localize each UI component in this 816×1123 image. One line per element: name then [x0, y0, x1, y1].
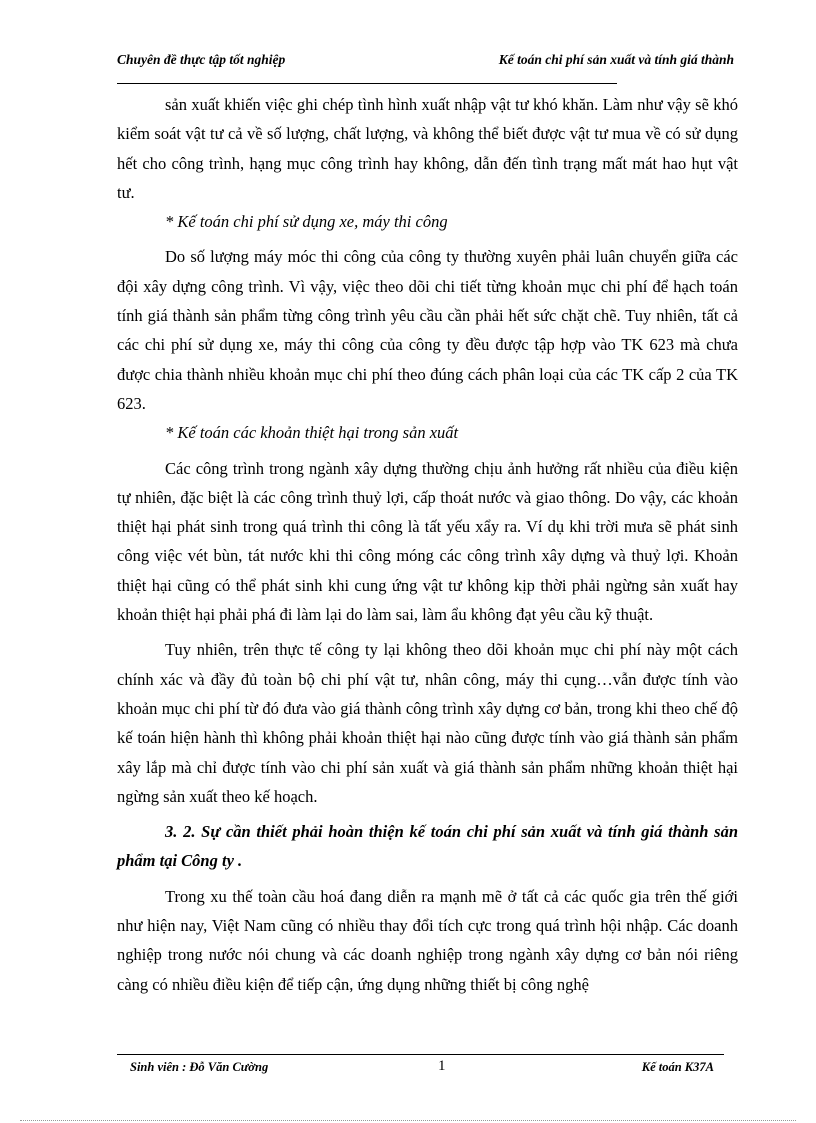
page-edge-divider [20, 1120, 796, 1121]
paragraph: Trong xu thế toàn cầu hoá đang diễn ra mạnh mẽ ở tất cả các quốc gia trên thế giới như hiện nay, Việt Nam cũng có nhiều thay đổi tích cực trong quá trình hội nhập. Các doanh nghiệp trong nước nói chung và các doanh nghiệp trong ngành xây dựng cơ bản nói riêng càng có nhiều điều kiện để tiếp cận, ứng dụng những thiết bị công nghệ [117, 886, 738, 994]
document-body [117, 90, 738, 999]
page-footer [130, 1058, 714, 1080]
paragraph: sản xuất khiến việc ghi chép tình hình xuất nhập vật tư khó khăn. Làm như vậy sẽ khó kiểm soát vật tư cả về số lượng, chất lượng, và không thể biết được vật tư mua về có sử dụng hết cho công trình, hạng mục công trình hay không, dẫn đến tình trạng mất mát hao hụt vật tư. [117, 95, 738, 202]
footer-student: Sinh viên : Đỗ Văn Cường [130, 1060, 269, 1074]
header-left-title: Chuyên đề thực tập tốt nghiệp [117, 52, 286, 67]
paragraph: Tuy nhiên, trên thực tế công ty lại không theo dõi khoản mục chi phí này một cách chính xác và đầy đủ toàn bộ chi phí vật tư, nhân công, máy thi cụng…vẫn được tính vào khoản mục chi phí từ đó đưa vào giá thành công trình xây dựng cơ bản, trong khi theo chế độ kế toán hiện hành thì không phải khoản thiệt hại nào cũng được tính vào giá thành sản phẩm xây lắp mà chỉ được tính vào chi phí sản xuất và giá thành sản phẩm những khoản thiệt hại ngừng sản xuất theo kế hoạch. [117, 640, 738, 806]
subsection-title: * Kế toán chi phí sử dụng xe, máy thi công [165, 212, 448, 232]
footer-rule [117, 1054, 724, 1055]
paragraph: Do số lượng máy móc thi công của công ty thường xuyên phải luân chuyển giữa các đội xây dựng công trình. Vì vậy, việc theo dõi chi tiết từng khoản mục chi phí để hạch toán tính giá thành sản phẩm từng công trình yêu cầu cần phải hết sức chặt chẽ. Tuy nhiên, tất cả các chi phí sử dụng xe, máy thi công của công ty đều được tập hợp vào TK 623 mà chưa được chia thành nhiều khoản mục chi phí theo đúng cách phân loại của các TK cấp 2 của TK 623. [117, 247, 738, 413]
page-number: 1 [438, 1058, 446, 1074]
footer-class: Kế toán K37A [641, 1060, 714, 1074]
page-header [117, 52, 734, 72]
subsection-title: * Kế toán các khoản thiệt hại trong sản xuất [165, 423, 459, 443]
header-right-title: Kế toán chi phí sản xuất và tính giá thành [498, 52, 734, 67]
section-heading: 3. 2. Sự cần thiết phải hoàn thiện kế toán chi phí sản xuất và tính giá thành sản phẩm tại Công ty . [117, 822, 738, 871]
header-rule [117, 83, 617, 84]
paragraph: Các công trình trong ngành xây dựng thường chịu ảnh hưởng rất nhiều của điều kiện tự nhiên, đặc biệt là các công trình thuỷ lợi, cấp thoát nước và giao thông. Do vậy, các khoản thiệt hại phát sinh trong quá trình thi công là tất yếu xẩy ra. Ví dụ khi trời mưa sẽ phát sinh công việc vét bùn, tát nước khi thi công móng các công trình xây dựng và thuỷ lợi. Khoản thiệt hại cũng có thể phát sinh khi cung ứng vật tư không kịp thời phải ngừng sản xuất hay khoản thiệt hại phải phá đi làm lại do làm sai, làm ẩu không đạt yêu cầu kỹ thuật. [117, 458, 738, 625]
